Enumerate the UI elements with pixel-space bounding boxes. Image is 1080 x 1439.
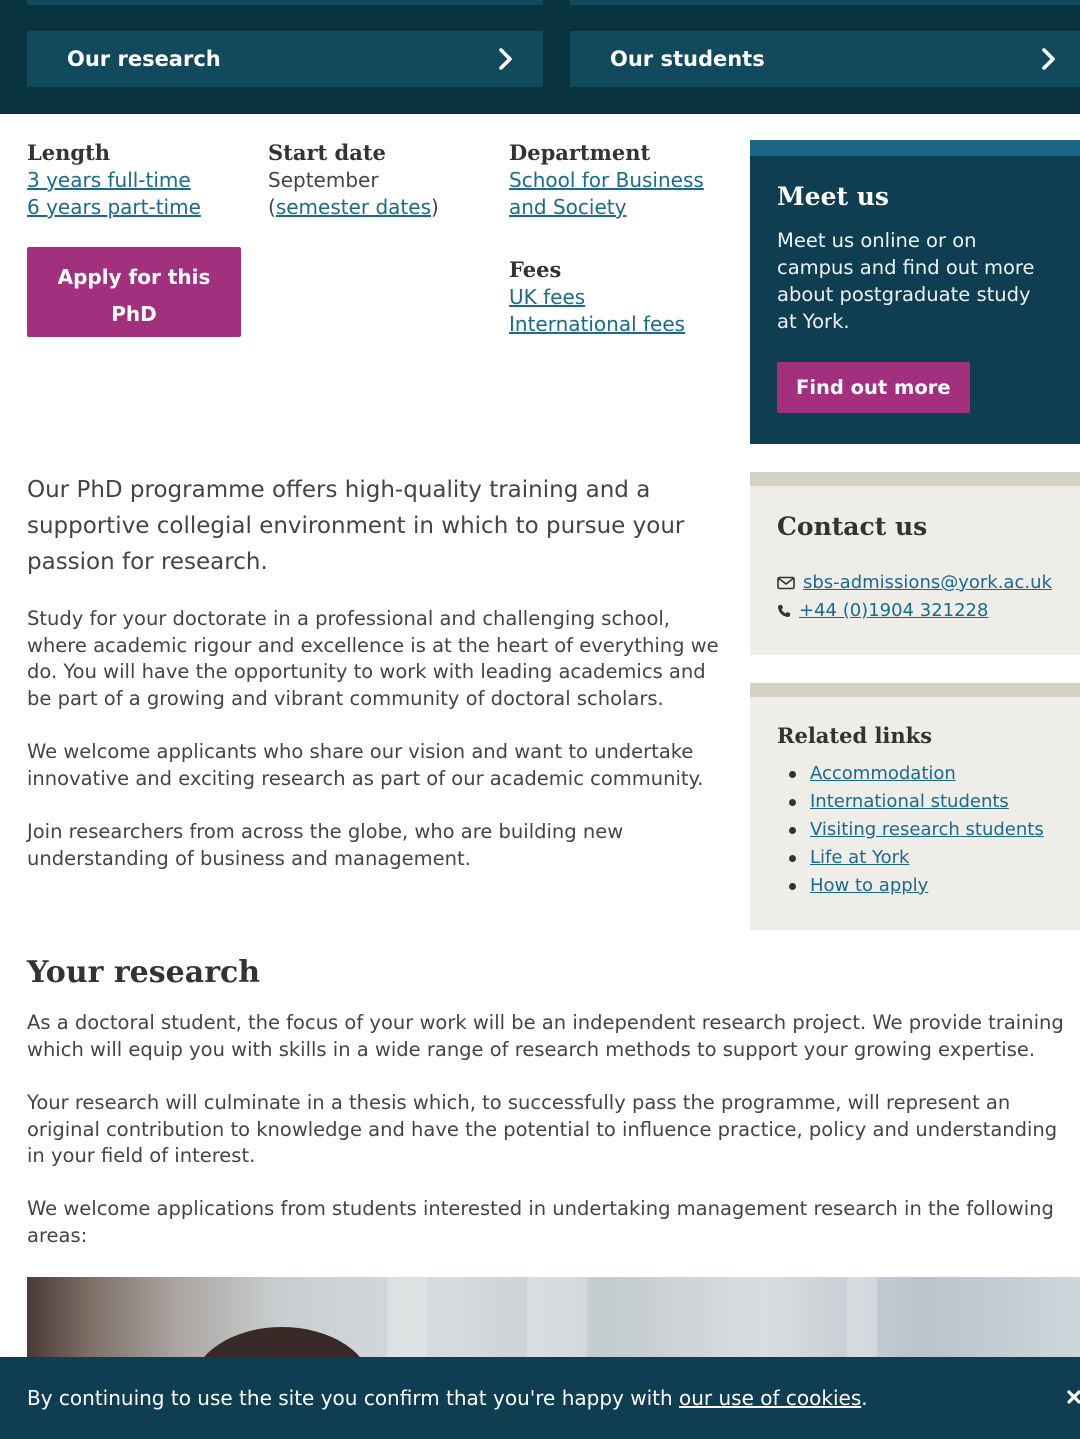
meet-us-panel: [750, 140, 1080, 444]
top-nav-band: [0, 0, 1080, 114]
related-link-life-at-york[interactable]: Life at York: [810, 847, 910, 868]
meet-us-title: Meet us: [777, 182, 889, 211]
department-link[interactable]: [509, 168, 704, 219]
related-link-how-to-apply[interactable]: How to apply: [810, 875, 929, 896]
research-paragraph: As a doctoral student, the focus of your work will be an independent research project. We provide training which will equip you with skills in a wide range of research methods to support your growing expertise.: [27, 1011, 1064, 1061]
list-item: [789, 760, 1053, 788]
nav-tile-label: Our research: [67, 47, 221, 71]
bullet-icon: [789, 827, 796, 834]
length-full-time-link[interactable]: 3 years full-time: [27, 168, 191, 192]
semester-dates-link[interactable]: semester dates: [275, 195, 431, 219]
apply-button-line: PhD: [111, 302, 157, 326]
contact-phone-link[interactable]: +44 (0)1904 321228: [799, 600, 989, 621]
photo-detail: [387, 1277, 427, 1367]
related-link-international-students[interactable]: International students: [810, 791, 1009, 812]
fact-length: [27, 140, 201, 221]
nav-tile-our-research[interactable]: [27, 31, 543, 87]
fact-heading: Start date: [268, 140, 386, 165]
fact-start-date: [268, 140, 439, 221]
cookie-text-after: .: [861, 1386, 868, 1410]
list-item: [789, 844, 1053, 872]
contact-phone-row: [777, 597, 1053, 625]
nav-tile-our-students[interactable]: [570, 31, 1080, 87]
paren-close: ): [431, 195, 439, 219]
list-item: [789, 788, 1053, 816]
nav-tile-stub: [570, 0, 1080, 5]
intro-paragraph: Study for your doctorate in a professional and challenging school, where academic rigour and excellence is at the heart of everything we do. You will have the opportunity to work with leading academics and be part of a growing and vibrant community of doctoral scholars.: [27, 607, 719, 710]
photo-detail: [527, 1277, 587, 1367]
contact-email-row: [777, 569, 1053, 597]
related-links-title: Related links: [777, 723, 933, 748]
contact-panel: [750, 472, 1080, 655]
fact-fees: [509, 257, 685, 338]
start-month: September: [268, 168, 379, 192]
research-paragraph: Your research will culminate in a thesis which, to successfully pass the programme, will represent an original contribution to knowledge and have the potential to influence practice, policy and understanding in your field of interest.: [27, 1091, 1058, 1167]
related-link-visiting-research-students[interactable]: Visiting research students: [810, 819, 1044, 840]
related-link-accommodation[interactable]: Accommodation: [810, 763, 956, 784]
related-links-list: [777, 760, 1053, 900]
nav-tile-label: Our students: [610, 47, 765, 71]
envelope-icon: [777, 574, 795, 592]
fact-heading: Department: [509, 140, 651, 165]
cookie-policy-link[interactable]: our use of cookies: [679, 1386, 862, 1410]
paren-open: (: [268, 195, 276, 219]
research-paragraph: We welcome applications from students interested in undertaking management research in the following areas:: [27, 1197, 1054, 1247]
close-icon[interactable]: [1066, 1389, 1080, 1405]
research-photo: [27, 1277, 1080, 1367]
intro-lead: Our PhD programme offers high-quality training and a supportive collegial environment in which to pursue your passion for research.: [27, 477, 685, 575]
length-part-time-link[interactable]: 6 years part-time: [27, 195, 201, 219]
fact-department: [509, 140, 704, 221]
uk-fees-link[interactable]: UK fees: [509, 285, 586, 309]
chevron-right-icon: [493, 47, 517, 71]
bullet-icon: [789, 771, 796, 778]
cookie-text: [27, 1386, 868, 1410]
fact-heading: Fees: [509, 257, 562, 282]
find-out-more-button[interactable]: Find out more: [777, 362, 970, 413]
list-item: [789, 872, 1053, 900]
bullet-icon: [789, 799, 796, 806]
bullet-icon: [789, 855, 796, 862]
chevron-right-icon: [1036, 47, 1060, 71]
cookie-text-before: By continuing to use the site you confirm that you're happy with: [27, 1386, 680, 1410]
international-fees-link[interactable]: International fees: [509, 312, 686, 336]
cookie-banner: [0, 1357, 1080, 1439]
fact-heading: Length: [27, 140, 111, 165]
department-link-line: School for Business: [509, 168, 704, 192]
list-item: [789, 816, 1053, 844]
apply-button[interactable]: [27, 247, 241, 337]
department-link-line: and Society: [509, 195, 627, 219]
apply-button-line: Apply for this: [57, 265, 211, 289]
nav-tile-stub: [27, 0, 543, 5]
phone-icon: [777, 602, 791, 620]
your-research-heading: Your research: [27, 955, 261, 990]
intro-paragraph: We welcome applicants who share our vision and want to undertake innovative and exciting research as part of our academic community.: [27, 740, 704, 790]
contact-title: Contact us: [777, 512, 928, 541]
meet-us-text: Meet us online or on campus and find out more about postgraduate study at York.: [777, 229, 1035, 333]
related-links-panel: [750, 683, 1080, 930]
bullet-icon: [789, 883, 796, 890]
contact-email-link[interactable]: sbs-admissions@york.ac.uk: [803, 572, 1052, 593]
photo-detail: [847, 1277, 877, 1367]
intro-paragraph: Join researchers from across the globe, who are building new understanding of business and management.: [27, 820, 624, 870]
